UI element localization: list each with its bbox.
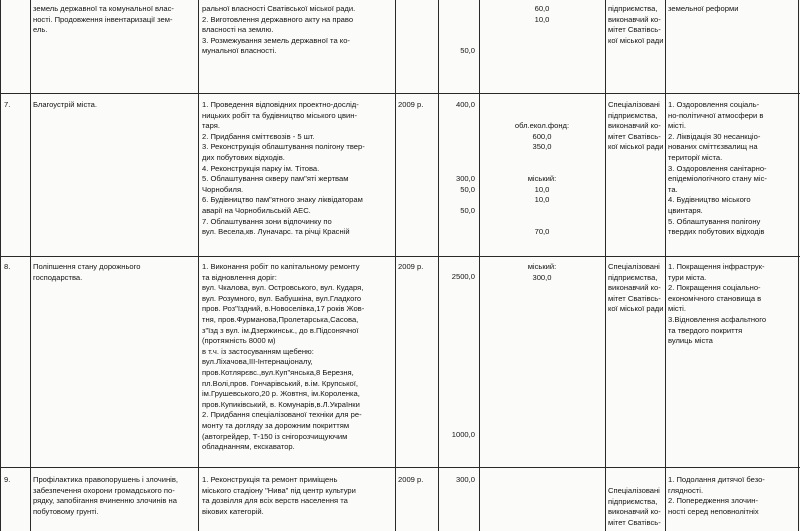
table-border-left [0, 0, 1, 531]
row-number: 9. [4, 475, 11, 484]
task-title-cell: Поліпшення стану дорожнього господарства. [33, 262, 141, 282]
measures-cell: 1. Виконання робіт по капітальному ремонту та відновлення доріг: вул. Чкалова, вул. Островського, вул. Кударя, вул. Розумного, вул. Бабушкіна, вул.Гладкого пров. Роз"їздний, в.Новоселівка,17 років Жов- тня, пров.Фурманова,Пролетарська,Сасова, з"їзд з вул. ім.Дзержинськ., до в.Підсонячної (протяжність 8000 м) в т.ч. із застосуванням щебеню: вул.Ліхачова,ІІІ-Інтернаціоналу, пров.Котлярєвс.,вул.Куп"янська,8 Березня, пл.Волі,пров. Гончарівський, в.ім. Крупської, ім.Грушевського,20 р. Жовтня, ім.Короленка, пров.Купиківський, в. Комунарів,в.Л.Українки 2. Придбання спеціалізованої техніки для ре- монту та догляду за дорожним покриттям (автогрейдер, Т-150 із снігорозчищуючим обладнанням, екскаватор. [202, 262, 365, 452]
measures-cell: ральної власності Сватівської міської ради. 2. Виготовлення державного акту на право власності на землю. 3. Розмежування земель державної та ко- мунальної власності. [202, 4, 356, 56]
other-sources-cell: обл.екол.фонд: 600,0 350,0 міський: 10,0 10,0 70,0 [514, 121, 570, 237]
executors-cell: Спеціалізовані підприємства, виконавчий ко- мітет Сватівсь- кої міської ради [608, 100, 664, 152]
column-divider [605, 0, 606, 531]
task-title-cell: Профілактика правопорушень і злочинів, забезпечення охорони громадського по- рядку, запобігання вчиненню злочинів на побутовому грунті. [33, 475, 179, 516]
row-number: 7. [4, 100, 11, 109]
results-cell: 1. Покращення інфраструк- тури міста. 2. Покращення соціально- економічного становища в місті. 3.Відновлення асфальтного та твердого покриття вулиць міста [668, 262, 767, 346]
executors-cell: Спеціалізовані підприємства, виконавчий ко- мітет Сватівсь- кої міської ради [608, 262, 664, 314]
column-divider [438, 0, 439, 531]
column-divider [395, 0, 396, 531]
sum-cell: 50,0 [460, 46, 475, 55]
other-sources-cell: міський: 300,0 [527, 262, 557, 282]
row-number: 8. [4, 262, 11, 271]
task-title-cell: земель державної та комунальної влас- ності. Продовження інвентаризації зем- ель. [33, 4, 174, 35]
column-divider [479, 0, 480, 531]
sum-cell: 300,0 [455, 475, 475, 484]
results-cell: земельної реформи [668, 4, 739, 13]
executors-cell: підприємства, виконавчий ко- мітет Сватівсь- кої міської ради [608, 4, 664, 45]
term-cell: 2009 р. [398, 475, 424, 484]
row-divider [0, 256, 800, 257]
sum-cell: 2500,0 [451, 272, 475, 281]
table-border-right [798, 0, 799, 531]
column-divider [30, 0, 31, 531]
row-divider [0, 93, 800, 94]
executors-cell: Спеціалізовані підприємства, виконавчий ко- мітет Сватівсь- [608, 486, 661, 527]
term-cell: 2009 р. [398, 262, 424, 271]
task-title-cell: Благоустрій міста. [33, 100, 97, 109]
term-cell: 2009 р. [398, 100, 424, 109]
other-sources-cell: 60,0 10,0 [534, 4, 550, 24]
results-cell: 1. Оздоровлення соціаль- но-політичної атмосфери в місті. 2. Ліквідація 30 несанкціо- нованих сміттєзвалищ на території міста. 3. Оздоровлення санітарно- епідеміологічного стану міс- та. 4. Будівництво міського цвинтаря. 5. Облаштування полігону твердих побутових відходів [668, 100, 767, 237]
row-divider [0, 467, 800, 468]
column-divider [198, 0, 199, 531]
measures-cell: 1. Реконструкція та ремонт приміщень міського стадіону "Нива" під центр культури та дозвілля для всіх верств населення та вікових категорій. [202, 475, 356, 516]
sum-cell: 400,0 300,0 50,0 50,0 [455, 100, 475, 215]
sum-cell: 1000,0 [451, 430, 475, 439]
measures-cell: 1. Проведення відповідних проектно-дослід- ницьких робіт та будівництво міського цвин- таря. 2. Придбання сміттєвозів - 5 шт. 3. Реконструкція облаштування полігону твер- дих побутових відходів. 4. Реконструкція парку ім. Тітова. 5. Облаштування скверу пам"яті жертвам Чорнобиля. 6. Будівництво пам"ятного знаку ліквідаторам аварії на Чорнобильській АЕС. 7. Облаштування зони відпочинку по вул. Весела,кв. Луначарс. та річці Красній [202, 100, 365, 237]
results-cell: 1. Подолання дитячої безо- глядності. 2. Попередження злочин- ності серед неповнолітніх [668, 475, 765, 516]
